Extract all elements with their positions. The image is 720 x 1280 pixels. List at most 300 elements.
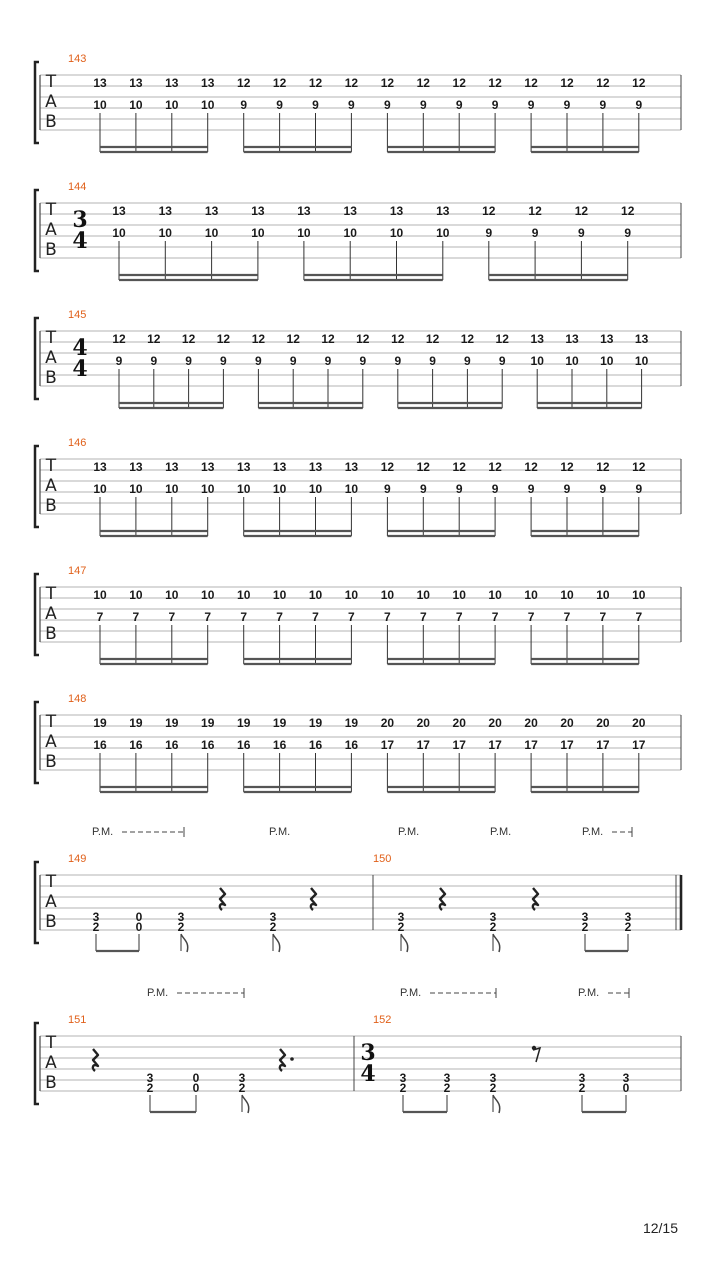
fret-number: 10	[343, 226, 357, 240]
fret-number: 13	[237, 460, 251, 474]
note-flag	[242, 1095, 249, 1113]
measure-number: 148	[68, 693, 87, 705]
tab-clef-letter: T	[45, 584, 57, 604]
fret-number: 17	[416, 738, 430, 752]
fret-number: 17	[632, 738, 646, 752]
chord	[488, 716, 502, 792]
chord	[625, 910, 632, 951]
fret-number: 13	[272, 460, 287, 474]
chord	[345, 588, 359, 664]
fret-number: 10	[93, 482, 107, 496]
fret-number: 9	[635, 482, 643, 496]
chord	[273, 588, 287, 664]
fret-number: 16	[165, 738, 179, 752]
note-flag	[493, 934, 500, 952]
fret-number: 9	[220, 354, 227, 368]
fret-number: 19	[129, 716, 143, 730]
fret-number: 12	[524, 76, 538, 90]
fret-number: 9	[185, 354, 192, 368]
system-bracket	[35, 702, 39, 783]
chord	[488, 460, 502, 536]
measure-number: 146	[68, 437, 87, 449]
tab-system	[35, 309, 681, 408]
fret-number: 9	[563, 98, 571, 112]
fret-number: 19	[165, 716, 179, 730]
fret-number: 7	[312, 610, 319, 624]
fret-number: 13	[165, 460, 179, 474]
fret-number: 13	[297, 204, 311, 218]
fret-number: 7	[132, 610, 140, 624]
fret-number: 12	[560, 76, 574, 90]
quarter-rest	[533, 888, 538, 910]
tab-clef-letter: T	[45, 872, 57, 892]
chord	[237, 588, 251, 664]
fret-number: 10	[158, 226, 172, 240]
chord	[147, 1071, 154, 1112]
chord	[417, 76, 431, 152]
chord	[129, 76, 143, 152]
fret-number: 10	[308, 482, 323, 496]
fret-number: 7	[599, 610, 607, 624]
chord	[93, 716, 107, 792]
fret-number: 10	[165, 98, 179, 112]
chord	[490, 1071, 497, 1112]
fret-number: 3	[146, 1071, 154, 1085]
fret-number: 16	[272, 738, 287, 752]
chord	[309, 76, 323, 152]
tab-clef-letter: B	[45, 912, 57, 932]
tab-clef-letter: A	[45, 892, 57, 912]
palm-mute-label: P.M.	[92, 826, 114, 838]
chord	[524, 588, 538, 664]
fret-number: 12	[181, 332, 196, 346]
fret-number: 12	[380, 76, 395, 90]
chord	[632, 76, 646, 152]
eighth-rest	[533, 1048, 540, 1062]
fret-number: 12	[621, 204, 635, 218]
fret-number: 2	[238, 1081, 246, 1095]
fret-number: 9	[359, 354, 367, 368]
tab-clef-letter: T	[45, 1033, 57, 1053]
chord	[381, 588, 395, 664]
fret-number: 7	[348, 610, 355, 624]
chord	[560, 588, 574, 664]
fret-number: 9	[531, 226, 539, 240]
fret-number: 19	[308, 716, 323, 730]
quarter-rest	[93, 1049, 98, 1071]
fret-number: 12	[574, 204, 589, 218]
chord	[309, 716, 323, 792]
fret-number: 12	[356, 332, 370, 346]
measure-number: 152	[373, 1014, 392, 1026]
chord	[528, 204, 542, 280]
fret-number: 12	[632, 460, 646, 474]
fret-number: 10	[596, 588, 610, 602]
fret-number: 10	[165, 588, 179, 602]
fret-number: 7	[384, 610, 391, 624]
chord	[129, 716, 143, 792]
chord	[136, 910, 143, 951]
fret-number: 9	[312, 98, 319, 112]
fret-number: 13	[530, 332, 544, 346]
chord	[93, 76, 107, 152]
fret-number: 12	[632, 76, 646, 90]
fret-number: 10	[237, 588, 251, 602]
fret-number: 0	[135, 920, 143, 934]
chord	[560, 460, 574, 536]
fret-number: 12	[528, 204, 542, 218]
chord	[482, 204, 496, 280]
chord	[381, 460, 395, 536]
quarter-rest	[220, 888, 225, 910]
tab-clef-letter: B	[45, 624, 57, 644]
fret-number: 12	[488, 460, 502, 474]
fret-number: 3	[269, 910, 277, 924]
chord	[182, 332, 196, 408]
fret-number: 10	[93, 588, 107, 602]
fret-number: 12	[452, 76, 466, 90]
tab-system	[35, 826, 681, 952]
fret-number: 7	[455, 610, 463, 624]
quarter-rest	[440, 888, 445, 910]
chord	[345, 76, 359, 152]
tab-clef-letter: T	[45, 456, 57, 476]
fret-number: 10	[524, 588, 538, 602]
chord	[632, 460, 646, 536]
fret-number: 10	[416, 588, 430, 602]
tab-clef-letter: A	[45, 220, 57, 240]
fret-number: 17	[452, 738, 466, 752]
fret-number: 16	[344, 738, 359, 752]
time-signature-bottom: 4	[360, 1061, 376, 1087]
chord	[237, 460, 251, 536]
fret-number: 10	[389, 226, 404, 240]
fret-number: 9	[384, 98, 391, 112]
page-number: 12/15	[642, 1220, 678, 1236]
chord	[488, 76, 502, 152]
chord	[391, 332, 405, 408]
chord	[596, 460, 610, 536]
tab-clef-letter: B	[45, 112, 57, 132]
fret-number: 10	[600, 354, 614, 368]
fret-number: 9	[455, 482, 463, 496]
chord	[623, 1071, 630, 1112]
fret-number: 9	[276, 98, 283, 112]
fret-number: 3	[238, 1071, 246, 1085]
fret-number: 9	[394, 354, 402, 368]
chord	[309, 588, 323, 664]
palm-mute-label: P.M.	[578, 987, 600, 999]
fret-number: 10	[308, 588, 323, 602]
fret-number: 9	[384, 482, 391, 496]
fret-number: 9	[624, 226, 632, 240]
chord	[309, 460, 323, 536]
system-bracket	[35, 62, 39, 143]
fret-number: 10	[436, 226, 450, 240]
fret-number: 12	[596, 76, 610, 90]
fret-number: 19	[237, 716, 251, 730]
measure-number: 150	[373, 853, 392, 865]
tab-system	[35, 53, 681, 152]
fret-number: 3	[399, 1071, 407, 1085]
chord	[273, 460, 287, 536]
fret-number: 13	[389, 204, 404, 218]
fret-number: 2	[489, 920, 497, 934]
tab-clef-letter: T	[45, 72, 57, 92]
chord	[582, 910, 589, 951]
chord	[524, 716, 538, 792]
chord	[453, 716, 467, 792]
fret-number: 0	[622, 1081, 630, 1095]
note-flag	[401, 934, 408, 952]
chord	[596, 76, 610, 152]
fret-number: 13	[129, 460, 143, 474]
palm-mute-label: P.M.	[400, 987, 422, 999]
fret-number: 12	[216, 332, 231, 346]
fret-number: 9	[578, 226, 585, 240]
fret-number: 3	[489, 910, 497, 924]
chord	[632, 716, 646, 792]
system-bracket	[35, 1023, 39, 1104]
fret-number: 16	[93, 738, 107, 752]
fret-number: 20	[416, 716, 430, 730]
fret-number: 9	[527, 482, 535, 496]
measure-number: 144	[68, 181, 87, 193]
fret-number: 10	[530, 354, 544, 368]
measure-number: 149	[68, 853, 87, 865]
fret-number: 9	[150, 354, 158, 368]
chord	[165, 76, 179, 152]
fret-number: 12	[482, 204, 496, 218]
fret-number: 10	[129, 482, 143, 496]
tab-clef-letter: B	[45, 752, 57, 772]
fret-number: 20	[560, 716, 574, 730]
chord	[273, 716, 287, 792]
fret-number: 7	[491, 610, 499, 624]
chord	[390, 204, 404, 280]
fret-number: 19	[344, 716, 359, 730]
fret-number: 9	[464, 354, 471, 368]
fret-number: 12	[452, 460, 466, 474]
quarter-rest	[311, 888, 316, 910]
chord	[524, 460, 538, 536]
tab-clef-letter: T	[45, 712, 57, 732]
fret-number: 17	[524, 738, 538, 752]
fret-number: 9	[599, 98, 607, 112]
fret-number: 13	[634, 332, 649, 346]
chord	[436, 204, 450, 280]
chord	[165, 716, 179, 792]
fret-number: 12	[460, 332, 475, 346]
fret-number: 13	[308, 460, 323, 474]
chord	[147, 332, 161, 408]
fret-number: 12	[495, 332, 509, 346]
fret-number: 20	[632, 716, 646, 730]
fret-number: 7	[240, 610, 248, 624]
chord	[426, 332, 440, 408]
chord	[560, 76, 574, 152]
measure-number: 147	[68, 565, 87, 577]
fret-number: 10	[380, 588, 395, 602]
palm-mute-label: P.M.	[490, 826, 512, 838]
chord	[531, 332, 545, 408]
chord	[201, 460, 215, 536]
fret-number: 2	[92, 920, 100, 934]
fret-number: 17	[488, 738, 502, 752]
fret-number: 10	[565, 354, 579, 368]
tab-clef-letter: A	[45, 92, 57, 112]
palm-mute-label: P.M.	[582, 826, 604, 838]
fret-number: 13	[436, 204, 450, 218]
chord	[344, 204, 358, 280]
fret-number: 3	[624, 910, 632, 924]
tab-clef-letter: A	[45, 476, 57, 496]
tab-system	[35, 565, 681, 664]
fret-number: 9	[455, 98, 463, 112]
palm-mute-label: P.M.	[269, 826, 291, 838]
fret-number: 9	[563, 482, 571, 496]
chord	[621, 204, 635, 280]
fret-number: 10	[272, 482, 287, 496]
chord	[237, 76, 251, 152]
fret-number: 19	[93, 716, 107, 730]
chord	[287, 332, 301, 408]
fret-number: 12	[272, 76, 287, 90]
fret-number: 3	[622, 1071, 630, 1085]
fret-number: 3	[489, 1071, 497, 1085]
fret-number: 7	[204, 610, 212, 624]
chord	[398, 910, 405, 951]
fret-number: 10	[112, 226, 126, 240]
tab-clef-letter: B	[45, 368, 57, 388]
fret-number: 0	[192, 1081, 200, 1095]
chord	[488, 588, 502, 664]
chord	[321, 332, 335, 408]
fret-number: 9	[485, 226, 493, 240]
fret-number: 19	[201, 716, 215, 730]
fret-number: 13	[201, 76, 215, 90]
fret-number: 13	[129, 76, 143, 90]
dotted-rest-dot	[290, 1057, 294, 1061]
fret-number: 16	[237, 738, 251, 752]
fret-number: 17	[596, 738, 610, 752]
chord	[345, 716, 359, 792]
fret-number: 20	[380, 716, 395, 730]
fret-number: 10	[165, 482, 179, 496]
fret-number: 9	[429, 354, 436, 368]
chord	[417, 716, 431, 792]
chord	[461, 332, 475, 408]
chord	[165, 588, 179, 664]
fret-number: 9	[419, 98, 427, 112]
tab-clef-letter: T	[45, 328, 57, 348]
fret-number: 2	[146, 1081, 154, 1095]
fret-number: 13	[344, 460, 359, 474]
quarter-rest	[280, 1049, 285, 1071]
fret-number: 13	[93, 460, 107, 474]
fret-number: 12	[251, 332, 266, 346]
chord	[237, 716, 251, 792]
fret-number: 7	[168, 610, 176, 624]
fret-number: 9	[255, 354, 262, 368]
chord	[596, 716, 610, 792]
chord	[632, 588, 646, 664]
tab-clef-letter: A	[45, 348, 57, 368]
chord	[635, 332, 649, 408]
tab-clef-letter: A	[45, 1053, 57, 1073]
time-signature-bottom: 4	[72, 356, 88, 382]
fret-number: 13	[600, 332, 614, 346]
fret-number: 12	[488, 76, 502, 90]
fret-number: 7	[563, 610, 571, 624]
palm-mute-label: P.M.	[398, 826, 420, 838]
fret-number: 12	[416, 460, 430, 474]
chord	[356, 332, 370, 408]
chord	[93, 910, 100, 951]
fret-number: 10	[452, 588, 466, 602]
fret-number: 10	[488, 588, 502, 602]
fret-number: 7	[419, 610, 427, 624]
fret-number: 9	[348, 98, 355, 112]
chord	[453, 460, 467, 536]
fret-number: 13	[165, 76, 179, 90]
fret-number: 13	[201, 460, 215, 474]
tab-system	[35, 693, 681, 792]
fret-number: 12	[308, 76, 323, 90]
fret-number: 10	[297, 226, 311, 240]
fret-number: 9	[491, 482, 499, 496]
fret-number: 9	[527, 98, 535, 112]
fret-number: 12	[425, 332, 440, 346]
chord	[453, 76, 467, 152]
tab-clef-letter: B	[45, 496, 57, 516]
fret-number: 2	[399, 1081, 407, 1095]
chord	[345, 460, 359, 536]
fret-number: 10	[204, 226, 219, 240]
chord	[112, 332, 126, 408]
chord	[273, 76, 287, 152]
chord	[217, 332, 231, 408]
chord	[417, 460, 431, 536]
chord	[579, 1071, 586, 1112]
fret-number: 12	[560, 460, 574, 474]
system-bracket	[35, 862, 39, 943]
fret-number: 13	[204, 204, 219, 218]
fret-number: 10	[237, 482, 251, 496]
fret-number: 2	[269, 920, 277, 934]
fret-number: 20	[452, 716, 466, 730]
chord	[381, 716, 395, 792]
chord	[381, 76, 395, 152]
fret-number: 20	[524, 716, 538, 730]
fret-number: 7	[276, 610, 283, 624]
fret-number: 3	[397, 910, 405, 924]
fret-number: 10	[201, 482, 215, 496]
fret-number: 13	[565, 332, 579, 346]
time-signature-top: 3	[72, 207, 88, 233]
chord	[193, 1071, 200, 1112]
chord	[575, 204, 589, 280]
tab-system	[35, 181, 681, 280]
chord	[112, 204, 126, 280]
fret-number: 7	[635, 610, 643, 624]
fret-number: 16	[308, 738, 323, 752]
chord	[93, 460, 107, 536]
fret-number: 12	[524, 460, 538, 474]
measure-number: 143	[68, 53, 87, 65]
fret-number: 3	[177, 910, 185, 924]
chord	[201, 76, 215, 152]
